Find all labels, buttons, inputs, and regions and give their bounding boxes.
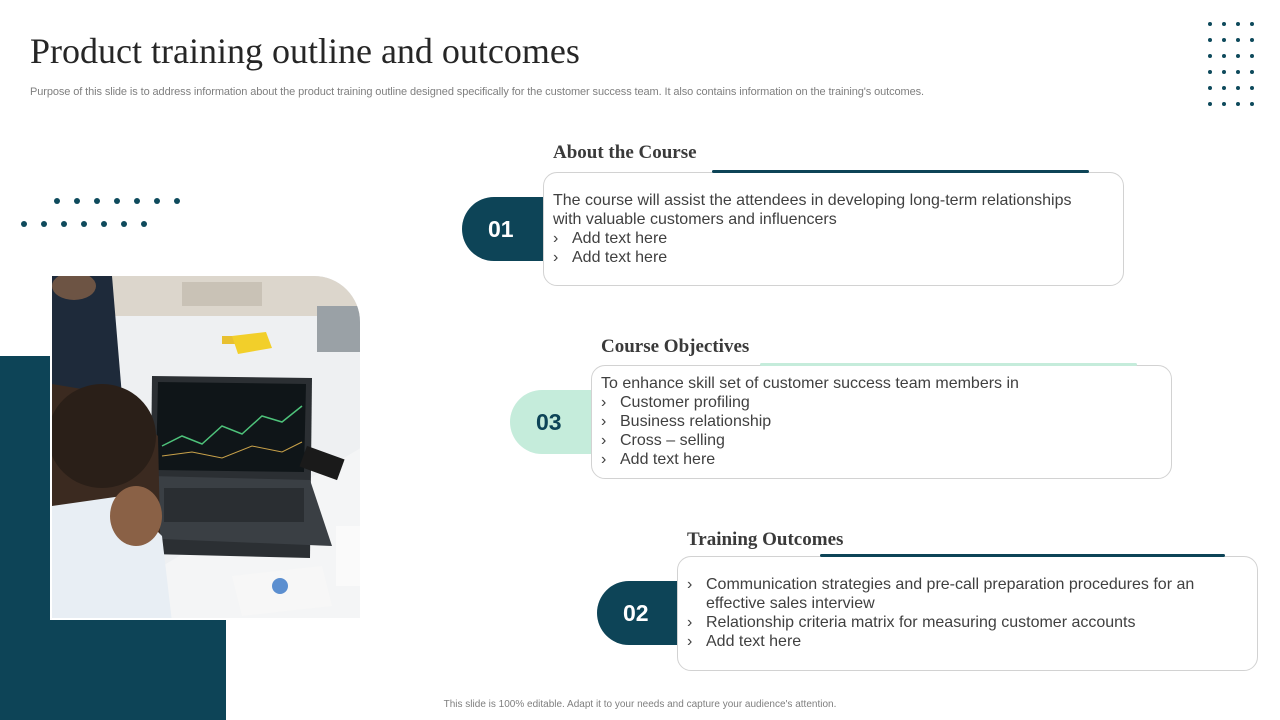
decorative-dot (1236, 70, 1240, 74)
chevron-right-icon: › (687, 576, 693, 593)
section-heading-training-outcomes: Training Outcomes (687, 529, 844, 550)
section-heading-about-course: About the Course (553, 142, 697, 163)
decorative-dot (1236, 54, 1240, 58)
footer-note: This slide is 100% editable. Adapt it to your needs and capture your audience's attention. (443, 699, 837, 710)
decorative-dot (1250, 70, 1254, 74)
decorative-dot (114, 198, 120, 204)
office-meeting-photo (50, 274, 362, 620)
decorative-dot (1208, 38, 1212, 42)
course-intro-line: with valuable customers and influencers (553, 211, 837, 228)
decorative-dot (1222, 102, 1226, 106)
objectives-intro-line: To enhance skill set of customer success team members in (601, 375, 1019, 392)
list-item: › Add text here (687, 633, 802, 650)
decorative-dot (1222, 70, 1226, 74)
chevron-right-icon: › (687, 633, 693, 650)
decorative-dot-grid (1208, 22, 1260, 112)
training-outcomes-text (687, 575, 1194, 651)
section-heading-course-objectives: Course Objectives (601, 336, 750, 357)
section-number-badge: 01 (462, 197, 546, 261)
decorative-dot (41, 221, 47, 227)
list-item: › Cross – selling (601, 432, 725, 449)
course-objectives-text (601, 374, 1019, 469)
decorative-dot (1208, 70, 1212, 74)
decorative-dot (101, 221, 107, 227)
decorative-dot (141, 221, 147, 227)
decorative-dot (1236, 22, 1240, 26)
about-course-text (553, 191, 1072, 267)
decorative-dot (1222, 38, 1226, 42)
list-item: › Add text here (553, 249, 668, 266)
decorative-dot (81, 221, 87, 227)
decorative-dot (174, 198, 180, 204)
decorative-dot (1222, 22, 1226, 26)
decorative-dot (21, 221, 27, 227)
decorative-dot (134, 198, 140, 204)
decorative-dot (74, 198, 80, 204)
decorative-dot (1222, 54, 1226, 58)
decorative-dot (1250, 22, 1254, 26)
list-item: › Add text here (601, 451, 716, 468)
accent-line (760, 363, 1137, 366)
chevron-right-icon: › (553, 249, 559, 266)
accent-line (820, 554, 1225, 557)
course-intro-line: The course will assist the attendees in developing long-term relationships (553, 192, 1072, 209)
list-item: › Add text here (553, 230, 668, 247)
decorative-dot (154, 198, 160, 204)
chevron-right-icon: › (687, 614, 693, 631)
decorative-dot (1208, 86, 1212, 90)
accent-line (712, 170, 1089, 173)
decorative-dot (1236, 38, 1240, 42)
page-subtitle: Purpose of this slide is to address information about the product training outline designed specifically for the customer success team. It also contains information on the training's outcomes. (30, 86, 924, 98)
decorative-dot (1236, 102, 1240, 106)
chevron-right-icon: › (601, 432, 607, 449)
section-number-badge: 03 (510, 390, 594, 454)
decorative-dot (61, 221, 67, 227)
decorative-dot (1208, 22, 1212, 26)
list-item: › Communication strategies and pre-call preparation procedures for an effective sales interview (687, 576, 1195, 612)
decorative-dot (1250, 54, 1254, 58)
chevron-right-icon: › (601, 394, 607, 411)
chevron-right-icon: › (553, 230, 559, 247)
decorative-dot (1250, 86, 1254, 90)
section-number-badge: 02 (597, 581, 681, 645)
chevron-right-icon: › (601, 451, 607, 468)
decorative-dot (1250, 38, 1254, 42)
decorative-dot (1222, 86, 1226, 90)
decorative-dot (1208, 54, 1212, 58)
chevron-right-icon: › (601, 413, 607, 430)
decorative-dot (121, 221, 127, 227)
list-item: › Relationship criteria matrix for measuring customer accounts (687, 614, 1136, 631)
decorative-dot (1208, 102, 1212, 106)
decorative-dot (54, 198, 60, 204)
list-item: › Customer profiling (601, 394, 750, 411)
decorative-dot-rows (18, 196, 188, 232)
page-title: Product training outline and outcomes (30, 31, 580, 71)
list-item: › Business relationship (601, 413, 772, 430)
decorative-dot (1250, 102, 1254, 106)
decorative-dot (94, 198, 100, 204)
decorative-dot (1236, 86, 1240, 90)
